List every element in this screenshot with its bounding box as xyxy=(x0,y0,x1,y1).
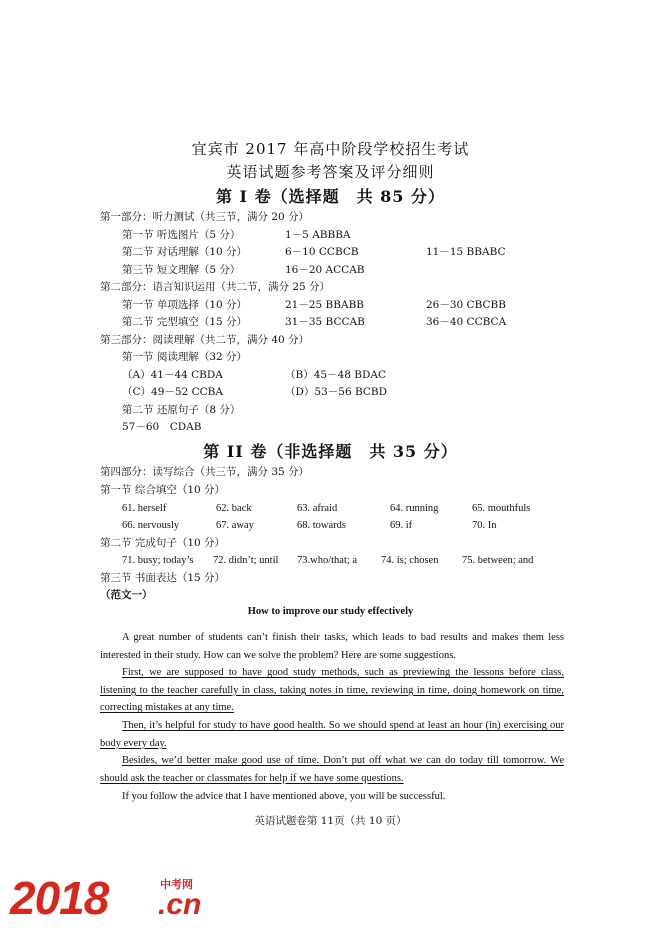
part1-s2-answers-b: 11－15 BBABC xyxy=(426,246,506,258)
part3-s1-label: 第一节 阅读理解（32 分） xyxy=(122,351,248,363)
fill-answer: 67. away xyxy=(216,520,254,531)
essay-paragraph-3 xyxy=(100,717,564,752)
essay-paragraph-1 xyxy=(100,629,564,664)
part1-s2-label: 第二节 对话理解（10 分） xyxy=(122,246,248,258)
part2-s1-label: 第一节 单项选择（10 分） xyxy=(122,299,248,311)
sample-essay-label: （范文一） xyxy=(100,589,153,601)
fill-answer: 70. In xyxy=(472,520,497,531)
fill-answer: 64. running xyxy=(390,503,439,514)
volume-2-heading: 第 II 卷（非选择题 共 35 分） xyxy=(203,442,458,461)
part3-s2-label: 第二节 还原句子（8 分） xyxy=(122,404,241,416)
part3-answer-b: （B）45－48 BDAC xyxy=(285,369,387,381)
part2-s1-answers-b: 26－30 CBCBB xyxy=(426,299,506,311)
exam-title: 宜宾市 2017 年高中阶段学校招生考试 xyxy=(191,140,470,158)
part3-answer-d: （D）53－56 BCBD xyxy=(285,386,388,398)
completion-answer: 71. busy; today’s xyxy=(122,555,194,566)
part3-s2-answers: 57－60 CDAB xyxy=(122,421,202,433)
essay-p1-text: A great number of students can’t finish their tasks, which leads to bad results and makes them less interested in their study. How can we solve the problem? Here are some suggestions. xyxy=(100,632,564,661)
essay-p2-text: First, we are supposed to have good study methods, such as previewing the lessons before class, listening to the teacher carefully in class, taking notes in time, reviewing in time, doing homework on time, correcting mistakes at any time. xyxy=(100,667,564,714)
essay-paragraph-5 xyxy=(100,788,564,806)
fill-answer: 68. towards xyxy=(297,520,346,531)
part2-s1-answers-a: 21－25 BBABB xyxy=(285,299,365,311)
logo-year: 2018 xyxy=(10,872,109,924)
part1-s3-answers: 16－20 ACCAB xyxy=(285,264,365,276)
part1-s3-label: 第三节 短文理解（5 分） xyxy=(122,264,241,276)
part2-s2-answers-b: 36－40 CCBCA xyxy=(426,316,507,328)
fill-answer: 63. afraid xyxy=(297,503,338,514)
logo-badge: 中考网 xyxy=(160,878,193,891)
essay-paragraph-2 xyxy=(100,664,564,717)
part4-s1-label: 第一节 综合填空（10 分） xyxy=(100,484,226,496)
part4-s3-label: 第三节 书面表达（15 分） xyxy=(100,572,226,584)
volume-1-heading: 第 I 卷（选择题 共 85 分） xyxy=(215,187,446,206)
essay-p3-text: Then, it’s helpful for study to have good health. So we should spend at least an hour (in) exercising our body every day. xyxy=(100,720,564,749)
completion-answer: 72. didn’t; until xyxy=(213,555,279,566)
essay-p4-text: Besides, we’d better make good use of time. Don’t put off what we can do today till tomorrow. We should ask the teacher or classmates for help if we have some questions. xyxy=(100,755,564,784)
page-footer: 英语试题卷第 11页（共 10 页） xyxy=(254,815,407,827)
part1-s1-answers: 1－5 ABBBA xyxy=(285,229,351,241)
part3-answer-c: （C）49－52 CCBA xyxy=(122,386,223,398)
site-logo xyxy=(10,872,210,924)
essay-paragraph-4 xyxy=(100,752,564,787)
fill-answer: 69. if xyxy=(390,520,413,531)
part1-title: 第一部分：听力测试（共三节，满分 20 分） xyxy=(100,211,310,223)
part4-s2-label: 第二节 完成句子（10 分） xyxy=(100,537,226,549)
part3-answer-a: （A）41－44 CBDA xyxy=(122,369,223,381)
fill-answer: 62. back xyxy=(216,503,252,514)
part2-s2-answers-a: 31－35 BCCAB xyxy=(285,316,365,328)
fill-answer: 66. nervously xyxy=(122,520,180,531)
answer-key-title: 英语试题参考答案及评分细则 xyxy=(226,163,435,181)
fill-answer: 61. herself xyxy=(122,503,167,514)
part2-s2-label: 第二节 完型填空（15 分） xyxy=(122,316,248,328)
logo-domain: .cn xyxy=(158,888,202,921)
part1-s2-answers-a: 6－10 CCBCB xyxy=(285,246,359,258)
essay-title: How to improve our study effectively xyxy=(247,606,414,617)
completion-answer: 75. between; and xyxy=(462,555,534,566)
completion-answer: 73.who/that; a xyxy=(297,555,358,566)
fill-answer: 65. mouthfuls xyxy=(472,503,531,514)
part3-title: 第三部分：阅读理解（共二节，满分 40 分） xyxy=(100,334,310,346)
part1-s1-label: 第一节 听选图片（5 分） xyxy=(122,229,241,241)
part2-title: 第二部分：语言知识运用（共二节，满分 25 分） xyxy=(100,281,331,293)
essay-p5-text: If you follow the advice that I have mentioned above, you will be successful. xyxy=(122,791,446,802)
part4-title: 第四部分：读写综合（共三节，满分 35 分） xyxy=(100,466,310,478)
completion-answer: 74. is; chosen xyxy=(381,555,439,566)
